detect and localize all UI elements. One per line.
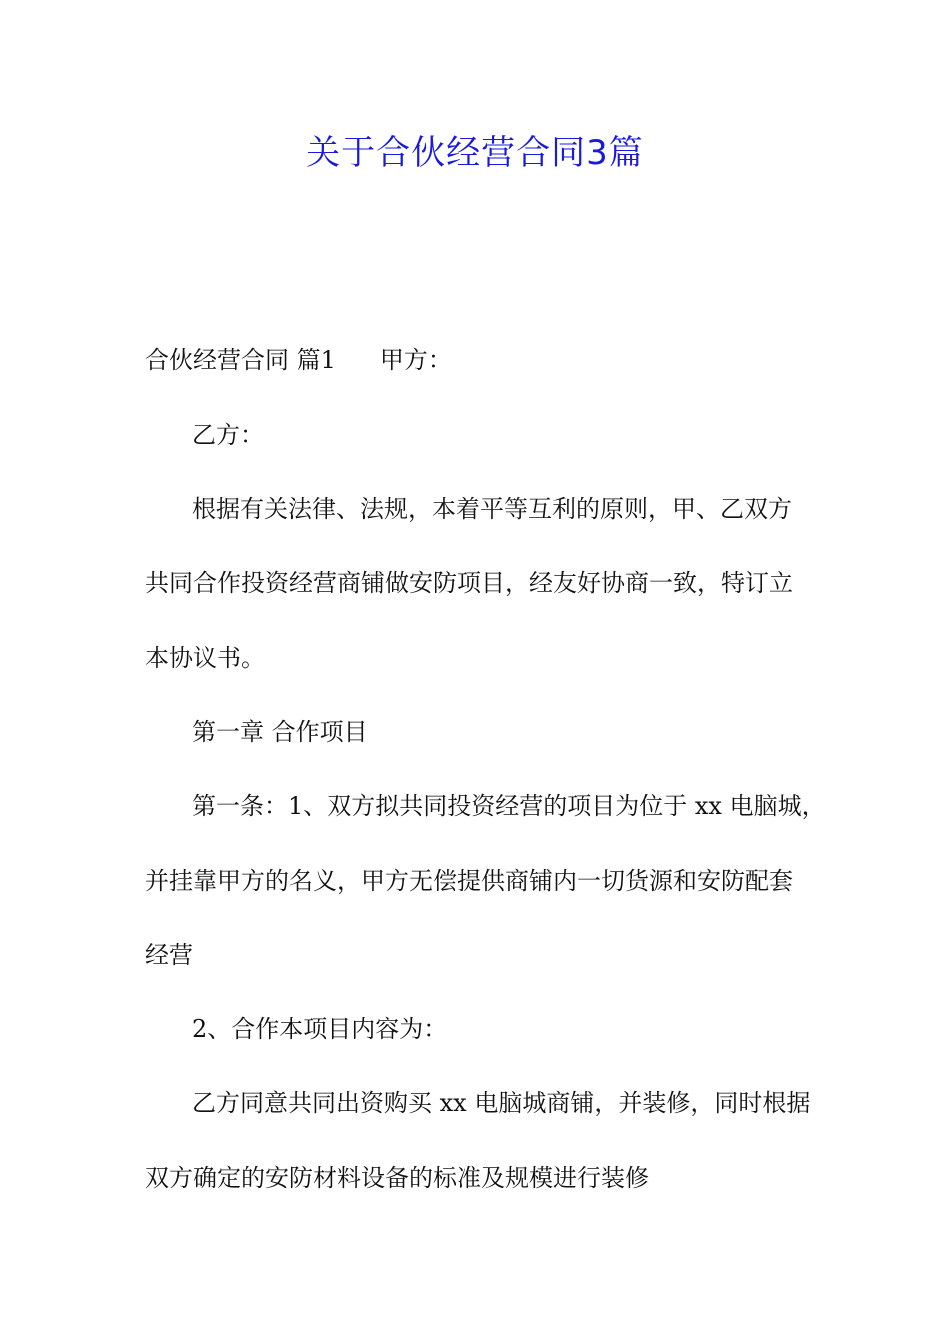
paragraph-line: 双方确定的安防材料设备的标准及规模进行装修 (145, 1164, 649, 1192)
paragraph-line: 并挂靠甲方的名义，甲方无偿提供商铺内一切货源和安防配套 (145, 867, 793, 895)
party-a-label: 甲方： (379, 346, 452, 374)
paragraph-line: 2、合作本项目内容为： (192, 1015, 448, 1043)
paragraph-line: 乙方同意共同出资购买 xx 电脑城商铺，并装修，同时根据 (192, 1089, 811, 1117)
paragraph-line: 第一条：1、双方拟共同投资经营的项目为位于 xx 电脑城， (192, 792, 826, 820)
chapter-heading: 第一章 合作项目 (192, 718, 368, 746)
contract-section-label: 合伙经营合同 篇1 (145, 346, 336, 374)
party-b-line: 乙方： (192, 421, 264, 449)
paragraph-line: 经营 (145, 941, 193, 969)
paragraph-line: 共同合作投资经营商铺做安防项目，经友好协商一致，特订立 (145, 569, 793, 597)
paragraph-line: 本协议书。 (145, 644, 265, 672)
paragraph-line: 根据有关法律、法规，本着平等互利的原则，甲、乙双方 (192, 495, 792, 523)
contract-heading (145, 340, 815, 380)
document-title: 关于合伙经营合同3篇 (306, 133, 644, 173)
